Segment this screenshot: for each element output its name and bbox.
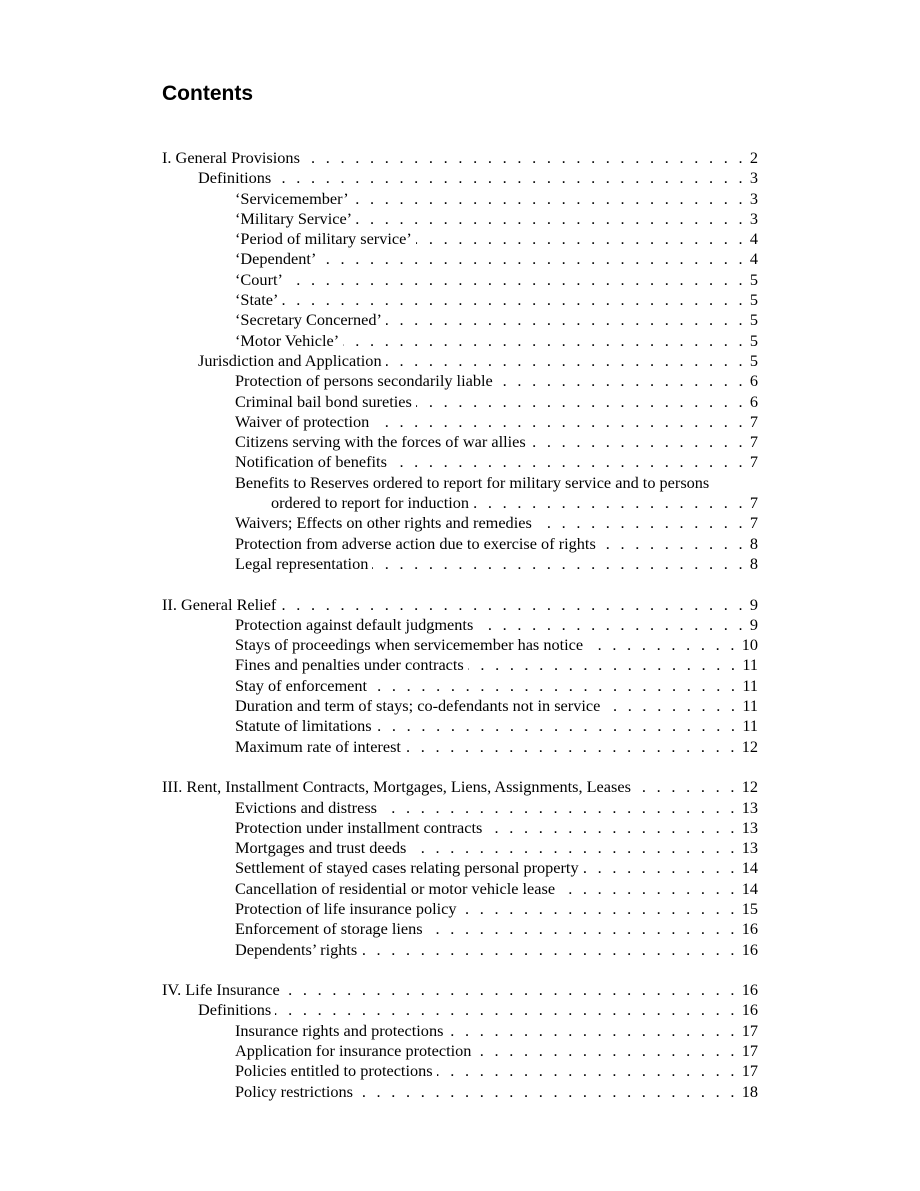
toc-entry-label: Waiver of protection [235, 411, 370, 431]
toc-entry[interactable] [162, 694, 758, 714]
toc-entry-label: I. General Provisions [162, 148, 300, 167]
toc-entry[interactable] [162, 491, 758, 511]
toc-entry-page-number: 16 [741, 1000, 758, 1020]
toc-entry[interactable] [162, 166, 758, 186]
toc-entry-page-number: 6 [749, 371, 758, 391]
toc-entry-page-number: 7 [749, 432, 758, 452]
dot-leader [320, 251, 745, 267]
dot-leader [447, 1023, 737, 1039]
toc-entry-page-number: 11 [742, 716, 758, 736]
toc-entry-page-number: 7 [749, 411, 758, 431]
dot-leader [477, 617, 746, 633]
section-gap [162, 572, 758, 592]
toc-entry[interactable] [162, 613, 758, 633]
dot-leader [635, 779, 738, 795]
toc-entry[interactable] [162, 816, 758, 836]
toc-entry-label: ‘Dependent’ [235, 249, 317, 269]
toc-entry-label: Cancellation of residential or motor vehicle lease [235, 878, 556, 898]
toc-entry-label: Statute of limitations [235, 716, 372, 736]
dot-leader [361, 942, 737, 958]
toc-entry-label: Notification of benefits [235, 452, 387, 472]
dot-leader [427, 921, 738, 937]
toc-entry-page-number: 12 [741, 736, 758, 756]
toc-entry-page-number: 8 [749, 553, 758, 573]
toc-entry-label: Waivers; Effects on other rights and remedies [235, 513, 532, 533]
toc-entry-label: Dependents’ rights [235, 939, 358, 959]
dot-leader [437, 1063, 738, 1079]
dot-leader [343, 333, 746, 349]
toc-entry-page-number: 13 [741, 797, 758, 817]
toc-entry[interactable] [162, 227, 758, 247]
toc-entry[interactable] [162, 247, 758, 267]
toc-entry-page-number: 5 [749, 310, 758, 330]
toc-entry-page-number: 13 [741, 817, 758, 837]
toc-entry[interactable] [162, 897, 758, 917]
dot-leader [275, 170, 746, 186]
toc-entry-page-number: 7 [749, 513, 758, 533]
toc-entry-label: Stay of enforcement [235, 675, 368, 695]
toc-entry-page-number: 3 [749, 168, 758, 188]
toc-entry-label: ordered to report for induction [271, 493, 470, 513]
toc-entry[interactable] [162, 938, 758, 958]
toc-entry-label: Stays of proceedings when servicemember has notice [235, 635, 584, 655]
dot-leader [386, 312, 746, 328]
toc-entry-label: Maximum rate of interest [235, 736, 401, 756]
toc-entry[interactable] [162, 836, 758, 856]
dot-leader [468, 657, 739, 673]
toc-entry-label: Protection of life insurance policy [235, 898, 457, 918]
toc-entry-label: Criminal bail bond sureties [235, 391, 412, 411]
toc-entry[interactable] [162, 633, 758, 653]
toc-entry-label: Evictions and distress [235, 797, 377, 817]
toc-entry[interactable] [162, 674, 758, 694]
dot-leader [386, 353, 746, 369]
dot-leader [376, 718, 739, 734]
toc-entry[interactable] [162, 735, 758, 755]
toc-entry[interactable] [162, 1039, 758, 1059]
toc-entry-label: ‘Secretary Concerned’ [235, 310, 382, 330]
toc-entry-label: Settlement of stayed cases relating personal property [235, 858, 579, 878]
toc-entry[interactable] [162, 268, 758, 288]
toc-entry-label: Fines and penalties under contracts [235, 655, 464, 675]
dot-leader [284, 982, 738, 998]
toc-entry[interactable] [162, 369, 758, 389]
section-gap [162, 958, 758, 978]
dot-leader [280, 597, 746, 613]
toc-entry[interactable] [162, 349, 758, 369]
toc-entry-page-number: 11 [742, 675, 758, 695]
toc-entry-page-number: 17 [741, 1041, 758, 1061]
toc-entry-label: Application for insurance protection [235, 1041, 472, 1061]
toc-entry-label: Insurance rights and protections [235, 1020, 444, 1040]
dot-leader [604, 698, 738, 714]
toc-entry[interactable] [162, 653, 758, 673]
toc-entry[interactable] [162, 390, 758, 410]
dot-leader [357, 1084, 738, 1100]
table-of-contents [162, 146, 758, 1100]
toc-entry-page-number: 9 [749, 594, 758, 614]
toc-entry-page-number: 17 [741, 1020, 758, 1040]
dot-leader [287, 272, 746, 288]
toc-entry[interactable] [162, 308, 758, 328]
toc-entry-page-number: 14 [741, 858, 758, 878]
toc-entry-label: Citizens serving with the forces of war allies [235, 432, 526, 452]
toc-entry-page-number: 3 [749, 188, 758, 208]
toc-entry-label: ‘Court’ [235, 269, 283, 289]
dot-leader [530, 434, 746, 450]
toc-entry-page-number: 13 [741, 838, 758, 858]
dot-leader [275, 1002, 737, 1018]
toc-entry[interactable] [162, 1059, 758, 1079]
toc-entry-page-number: 12 [741, 777, 758, 797]
dot-leader [600, 536, 746, 552]
dot-leader [381, 800, 738, 816]
toc-entry-page-number: 17 [741, 1061, 758, 1081]
toc-entry-page-number: 16 [741, 919, 758, 939]
dot-leader [353, 191, 746, 207]
toc-entry[interactable] [162, 288, 758, 308]
toc-entry[interactable] [162, 796, 758, 816]
toc-entry[interactable] [162, 410, 758, 430]
dot-leader [416, 231, 746, 247]
toc-entry-page-number: 15 [741, 898, 758, 918]
toc-entry-page-number: 5 [749, 350, 758, 370]
dot-leader [416, 394, 746, 410]
toc-entry[interactable] [162, 856, 758, 876]
toc-entry-label: ‘Servicemember’ [235, 188, 349, 208]
dot-leader [373, 414, 746, 430]
toc-entry[interactable] [162, 593, 758, 613]
dot-leader [461, 901, 738, 917]
toc-entry-label: Policy restrictions [235, 1081, 354, 1101]
toc-entry-label: II. General Relief [162, 594, 277, 614]
dot-leader [587, 637, 738, 653]
toc-entry-page-number: 8 [749, 533, 758, 553]
dot-leader [536, 515, 746, 531]
toc-entry-page-number: 4 [749, 249, 758, 269]
toc-entry-label: Duration and term of stays; co-defendants not in service [235, 696, 601, 716]
toc-entry-label: IV. Life Insurance [162, 980, 280, 1000]
dot-leader [405, 739, 738, 755]
toc-entry-page-number: 16 [741, 939, 758, 959]
toc-entry[interactable] [162, 714, 758, 734]
toc-entry[interactable] [162, 511, 758, 531]
toc-entry-page-number: 5 [749, 330, 758, 350]
section-gap [162, 755, 758, 775]
toc-entry[interactable] [162, 1080, 758, 1100]
toc-entry-label: Policies entitled to protections [235, 1061, 433, 1081]
toc-entry-page-number: 7 [749, 493, 758, 513]
toc-entry-label: Definitions [198, 168, 272, 188]
toc-entry-page-number: 10 [741, 635, 758, 655]
toc-entry-page-number: 2 [749, 148, 758, 167]
dot-leader [391, 454, 746, 470]
toc-entry[interactable] [162, 998, 758, 1018]
toc-entry-page-number: 9 [749, 614, 758, 634]
toc-entry-page-number: 4 [749, 229, 758, 249]
dot-leader [583, 860, 738, 876]
toc-entry-label: Protection of persons secondarily liable [235, 371, 493, 391]
toc-entry[interactable] [162, 775, 758, 795]
toc-entry-label: Mortgages and trust deeds [235, 838, 407, 858]
toc-entry[interactable] [162, 450, 758, 470]
toc-entry-label: Protection against default judgments [235, 614, 474, 634]
dot-leader [475, 1043, 737, 1059]
toc-entry-page-number: 11 [742, 655, 758, 675]
toc-entry[interactable] [162, 430, 758, 450]
toc-entry-label: Enforcement of storage liens [235, 919, 423, 939]
dot-leader [282, 292, 745, 308]
toc-entry[interactable] [162, 877, 758, 897]
toc-entry[interactable] [162, 552, 758, 572]
toc-entry[interactable] [162, 207, 758, 227]
toc-entry-page-number: 14 [741, 878, 758, 898]
toc-entry[interactable] [162, 978, 758, 998]
toc-entry-label: Benefits to Reserves ordered to report for military service and to persons [235, 472, 710, 492]
toc-entry-page-number: 7 [749, 452, 758, 472]
dot-leader [371, 678, 738, 694]
dot-leader [356, 211, 746, 227]
toc-entry-page-number: 11 [742, 696, 758, 716]
toc-entry-label: III. Rent, Installment Contracts, Mortgages, Liens, Assignments, Leases [162, 777, 631, 797]
toc-entry[interactable] [162, 1019, 758, 1039]
page-title: Contents [162, 82, 253, 105]
toc-entry-label: ‘Military Service’ [235, 208, 353, 228]
dot-leader [410, 840, 737, 856]
toc-entry-page-number: 5 [749, 269, 758, 289]
toc-entry-label: ‘Motor Vehicle’ [235, 330, 340, 350]
toc-entry-label: Legal representation [235, 553, 369, 573]
toc-entry-label: Protection from adverse action due to exercise of rights [235, 533, 596, 553]
dot-leader [497, 373, 746, 389]
toc-entry[interactable] [162, 471, 758, 491]
toc-entry[interactable] [162, 532, 758, 552]
toc-entry[interactable] [162, 187, 758, 207]
dot-leader [372, 556, 746, 572]
toc-entry-label: ‘Period of military service’ [235, 229, 412, 249]
toc-entry-label: Protection under installment contracts [235, 817, 483, 837]
toc-entry-label: Jurisdiction and Application [198, 350, 382, 370]
toc-entry-page-number: 16 [741, 980, 758, 1000]
toc-entry-page-number: 5 [749, 290, 758, 310]
dot-leader [304, 150, 746, 166]
toc-entry-page-number: 6 [749, 391, 758, 411]
toc-entry[interactable] [162, 146, 758, 166]
toc-entry-page-number: 3 [749, 208, 758, 228]
dot-leader [559, 881, 738, 897]
dot-leader [473, 495, 746, 511]
toc-entry-label: ‘State’ [235, 290, 279, 310]
toc-entry-label: Definitions [198, 1000, 272, 1020]
toc-entry[interactable] [162, 917, 758, 937]
toc-entry[interactable] [162, 329, 758, 349]
toc-entry-page-number: 18 [741, 1081, 758, 1101]
dot-leader [486, 820, 737, 836]
